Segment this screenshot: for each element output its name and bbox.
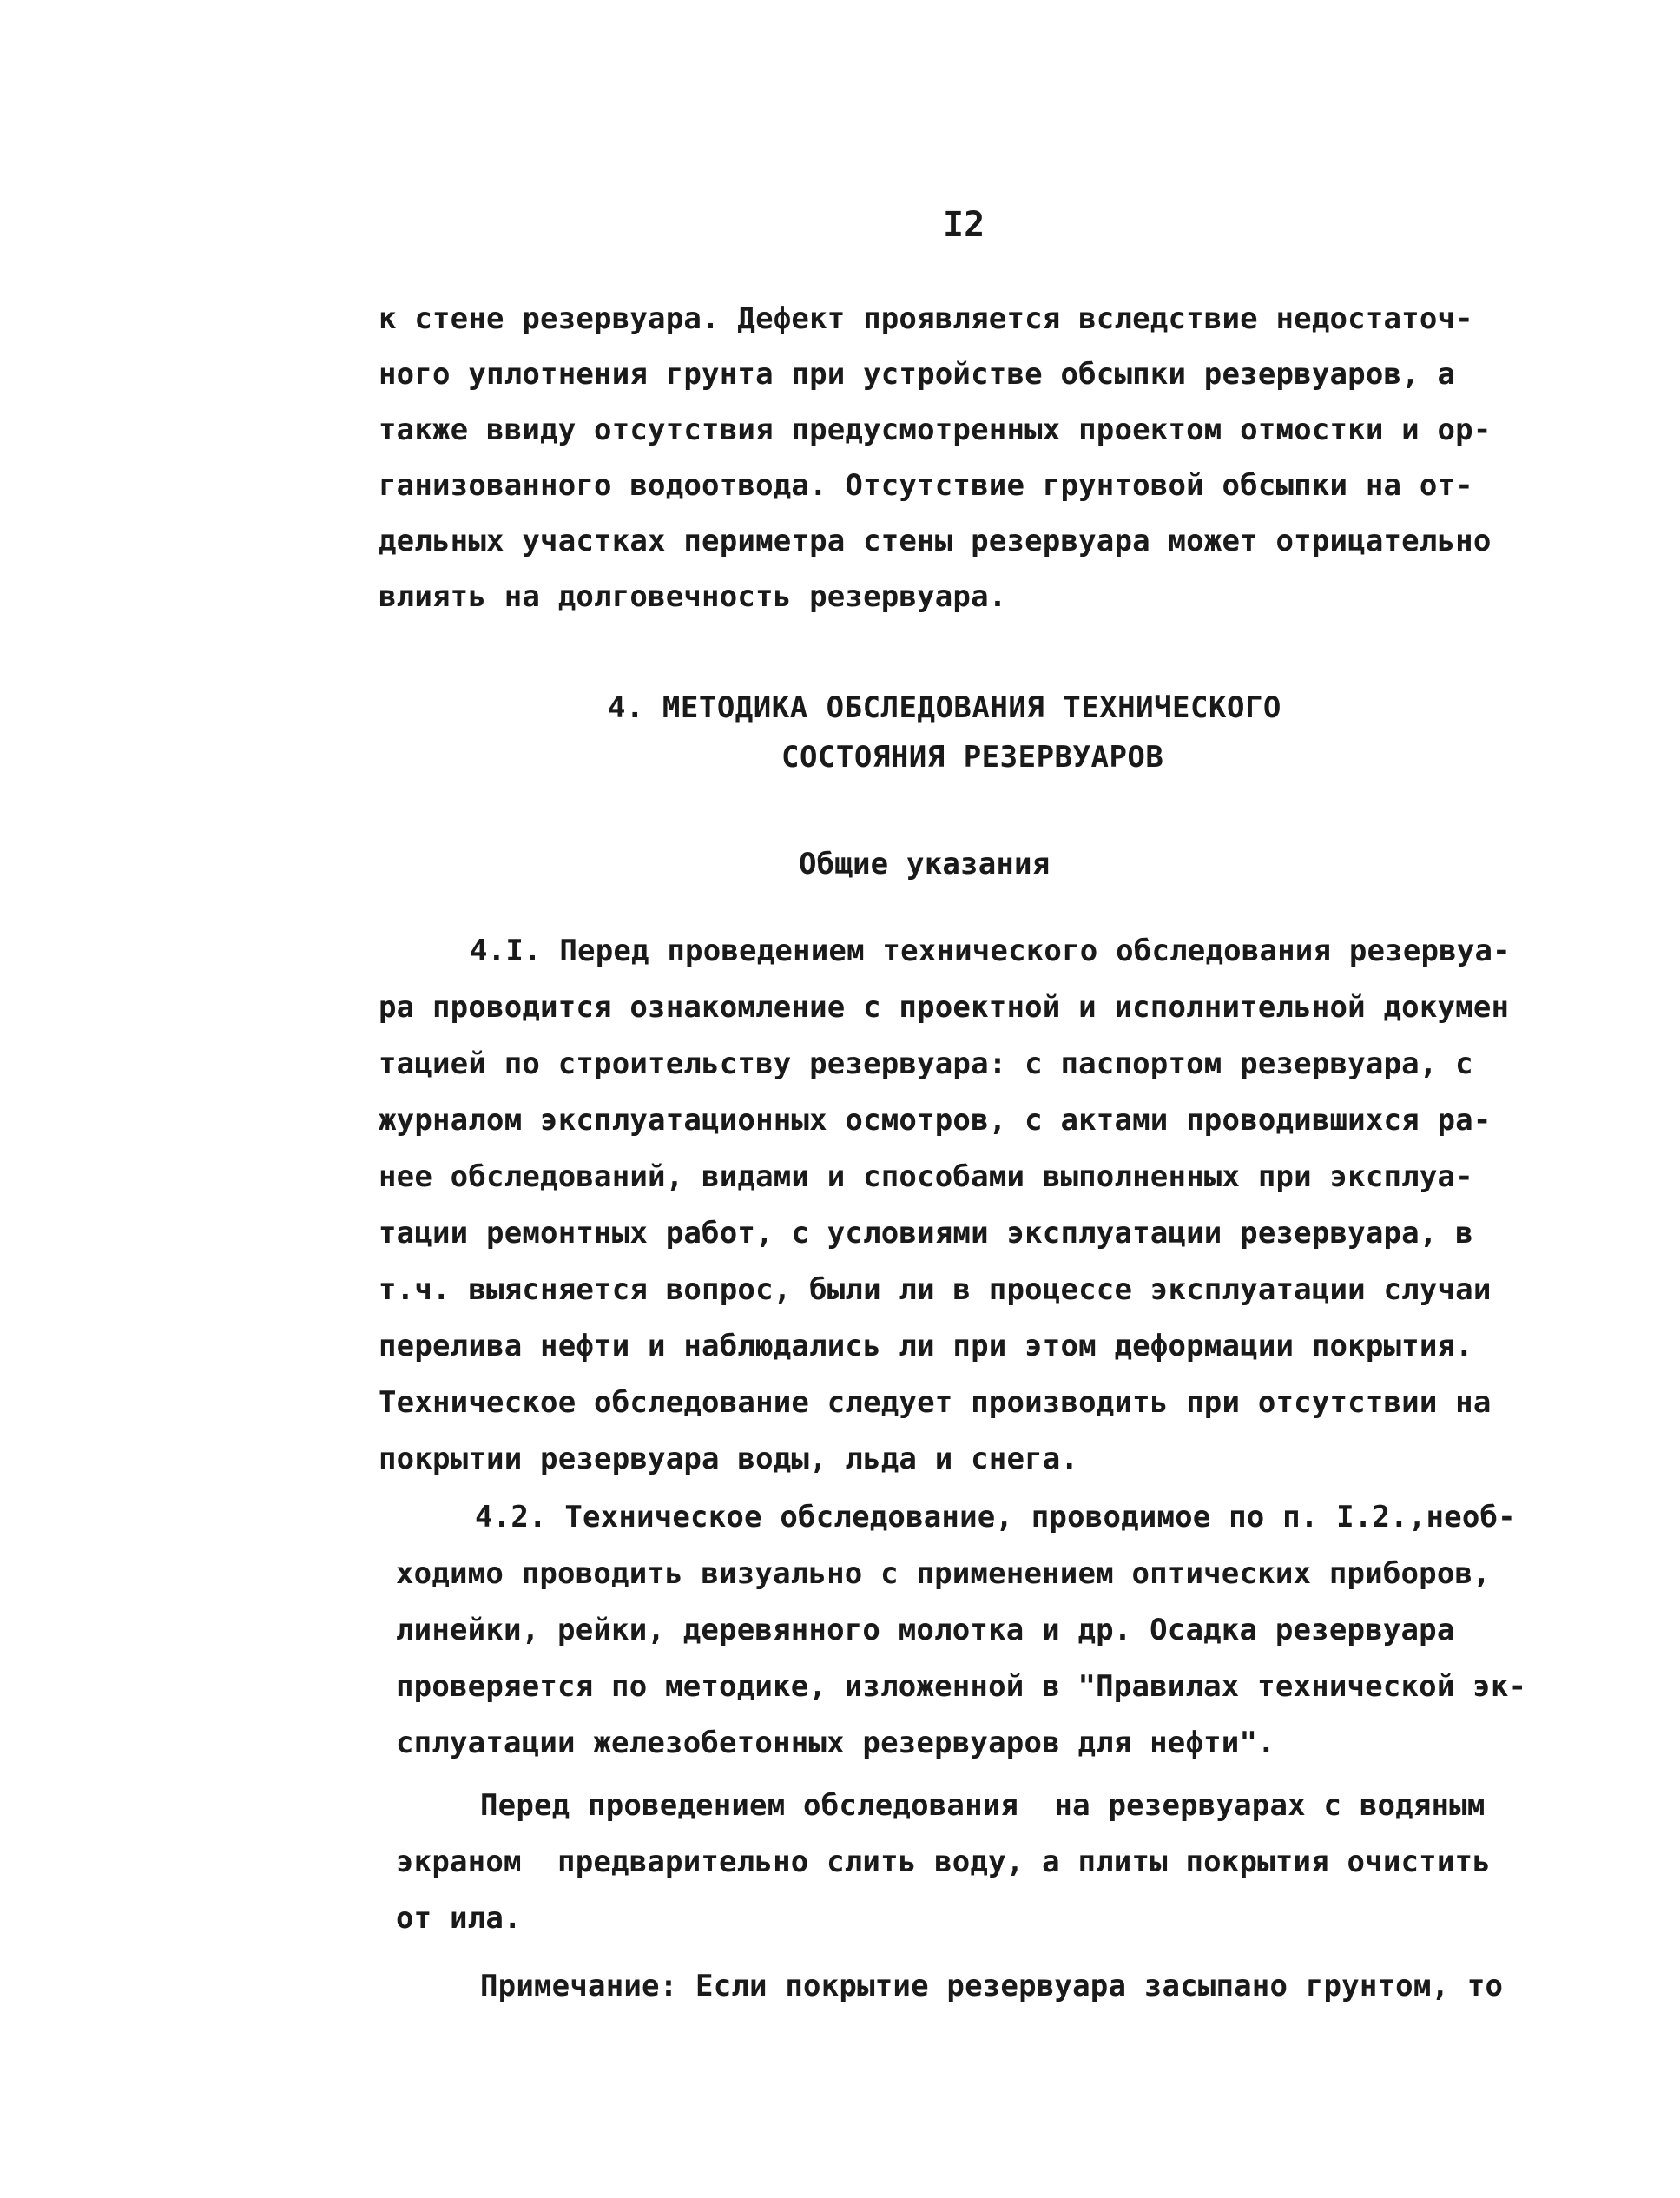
text-line: нее обследований, видами и способами выполненных при эксплуа-: [379, 1159, 1473, 1194]
subsection-title: Общие указания: [799, 847, 1051, 881]
text-line: к стене резервуара. Дефект проявляется вследствие недостаточ-: [379, 301, 1473, 336]
text-line: ного уплотнения грунта при устройстве обсыпки резервуаров, а: [379, 357, 1456, 392]
text-line: от ила.: [396, 1901, 522, 1936]
text-line: линейки, рейки, деревянного молотка и др. Осадка резервуара: [396, 1613, 1455, 1647]
text-line: тацией по строительству резервуара: с паспортом резервуара, с: [379, 1046, 1473, 1081]
page-number: I2: [943, 205, 985, 245]
text-line: перелива нефти и наблюдались ли при этом деформации покрытия.: [379, 1329, 1473, 1363]
text-line: покрытии резервуара воды, льда и снега.: [379, 1442, 1079, 1476]
text-line: журналом эксплуатационных осмотров, с актами проводившихся ра-: [379, 1103, 1492, 1138]
text-line: влиять на долговечность резервуара.: [379, 579, 1007, 614]
text-line: ходимо проводить визуально с применением оптических приборов,: [396, 1556, 1491, 1591]
text-line: сплуатации железобетонных резервуаров для нефти".: [396, 1726, 1275, 1760]
section-title-line-2: СОСТОЯНИЯ РЕЗЕРВУАРОВ: [781, 740, 1164, 775]
text-line: Перед проведением обследования на резервуарах с водяным: [480, 1788, 1486, 1823]
text-line: тации ремонтных работ, с условиями эксплуатации резервуара, в: [379, 1216, 1473, 1251]
text-line: ра проводится ознакомление с проектной и исполнительной докумен: [379, 990, 1510, 1025]
section-title-line-1: 4. МЕТОДИКА ОБСЛЕДОВАНИЯ ТЕХНИЧЕСКОГО: [608, 690, 1281, 725]
text-line: также ввиду отсутствия предусмотренных проектом отмостки и ор-: [379, 413, 1492, 447]
text-line: ганизованного водоотвода. Отсутствие грунтовой обсыпки на от-: [379, 468, 1473, 503]
text-line: дельных участках периметра стены резервуара может отрицательно: [379, 524, 1492, 558]
text-line: 4.I. Перед проведением технического обследования резервуа-: [470, 934, 1511, 968]
text-line: Техническое обследование следует производить при отсутствии на: [379, 1385, 1492, 1420]
note-line: Примечание: Если покрытие резервуара засыпано грунтом, то: [480, 1969, 1504, 2003]
text-line: 4.2. Техническое обследование, проводимое по п. I.2.,необ-: [475, 1500, 1516, 1535]
text-line: проверяется по методике, изложенной в "Правилах технической эк-: [396, 1669, 1527, 1704]
text-line: экраном предварительно слить воду, а плиты покрытия очистить: [396, 1845, 1491, 1879]
text-line: т.ч. выясняется вопрос, были ли в процессе эксплуатации случаи: [379, 1272, 1492, 1307]
